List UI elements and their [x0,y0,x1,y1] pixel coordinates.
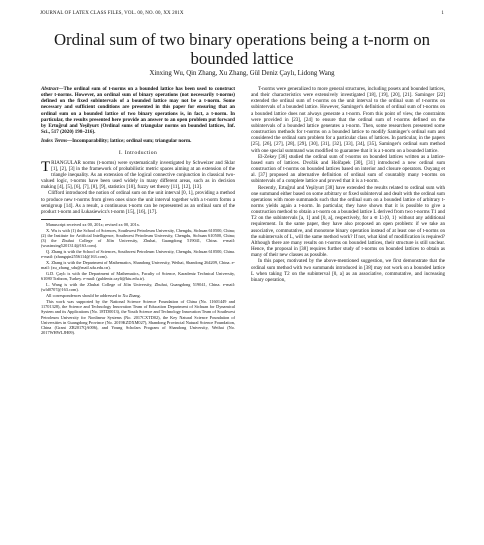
body-paragraph-2: El-Zekey [36] studied the ordinal sum of t-norms on bounded lattices written as a lattice-based sum of lattices. Dvořák and Holčapek [30], [31] introduced a new ordinal sum construction of t-norms on bounded lattices based on interior and closure operators. Ouyang et al. [37] proposed an alternative definition of ordinal sum of countably many t-norms on subintervals of a complete lattice and proved that it is a t-norm. [251,153,445,185]
intro-paragraph-2: Clifford introduced the notion of ordinal sum on the unit interval [0, 1], providing a method to produce new t-norms from given ones since the unit interval together with a t-norm forms a semigroup [14]. As a result, a continuous t-norm can be represented as an ordinal sum of the product t-norm and Łukasiewicz's t-norm [15], [16], [17]. [41,190,235,215]
footnote-manuscript: Manuscript received xx 00, 201x; revised xx 00, 201x. [46,221,140,227]
abstract-lead: Abstract [41,86,59,92]
abstract [41,86,235,135]
footnote-correspondence: All correspondences should be addressed to Xu Zhang. [46,293,141,299]
author-list: Xinxing Wu, Qin Zhang, Xu Zhang, Gül Deniz Çaylı, Lidong Wang [149,70,335,77]
footnote-author-wu: X. Wu is with (1) the School of Sciences, Southwest Petroleum University, Chengdu, Sichuan 610500, China; (2) the Institute for Artificial Intelligence, Southwest Petroleum University, Chengdu, Sichuan 610500, China; (3) the Zhuhai College of Jilin University, Zhuhai, Guangdong 519041, China. e-mail: (wuxinxing5201314@163.com). [41,227,235,249]
index-terms-text: —Incomparability; lattice; ordinal sum; triangular norm. [67,138,192,145]
body-paragraph-3: Recently, Ertuğrul and Yeşilyurt [38] have extended the results related to ordinal sum with one summand either based on some arbitrary or fixed subinterval and dealt with the ordinal sum operations with more summands such that the ordinal sum on a bounded lattice of arbitrary t-norms yields again a t-norm. In particular, they have shown that it is possible to give a construction method to obtain a t-norm on a bounded lattice L derived from two t-norms T1 and T2 on the subintervals [a, 1] and [0, a], respectively, for a ∈ L\{0, 1} without any additional requirement. In the same paper, they have also proposed an open problem: if we take an associative, commutative, and monotone binary operation instead of at least one of t-norms on the subintervals of L, will the same method work? If not, what kind of modification is required? Although there are many results on t-norms on bounded lattices, their structure is still unclear. Hence, the proposal in [38] requires further study of t-norms on bounded lattices to obtain as many of their new classes as possible. [251,184,445,259]
footnote-funding: This work was supported by the National Science Science Foundation of China (No. 11601449 and 11701328), the Science and Technology Innovation Team of Education Department of Sichuan for Dynamical System and its Applications (No. 18TD0013), the Youth Science and Technology Innovation Team of Southwest Petroleum University for Nonlinear Systems (No. 2017CXTD02), the Key Natural Science Foundation of Universities in Guangdong Province (No. 2019KZDXM027), Shandong Provincial Natural Science Foundation, China (Grant ZR2017QA006), and Young Scholars Program of Shandong University, Weihai (No. 2017WHWLJH09). [41,298,235,336]
intro-paragraph-1-text: RIANGULAR norms (t-norms) were systematically investigated by Schweizer and Sklar [1], [2], [3] in the framework of probabilistic metric spaces aiming at an extension of the triangle inequality. As an extension of the logical connective conjunction in classical two-valued logic, t-norms have been used widely in many different areas, such as in decision making [4], [5], [6], [7], [8], [9], statistics [10], fuzzy set theory [11], [12], [13]. [41,159,235,191]
index-terms [41,138,235,144]
section-heading-introduction: I. Introduction [118,150,158,157]
left-column [41,86,235,336]
abstract-text: —The ordinal sum of t-norms on a bounded lattice has been used to construct other t-norms. However, an ordinal sum of binary operations (not necessarily t-norms) defined on the fixed subintervals of a bounded lattice may not be a t-norm. Some necessary and sufficient conditions are presented in this paper for ensuring that an ordinal sum on a bounded lattice of two binary operations is, in fact, a t-norm. In particular, the results presented here provide an answer to an open problem put forward by Ertuğrul and Yeşilyurt (Ordinal sums of triangular norms on bounded lattices, Inf. Sci., 517 (2020) 198–216). [41,86,235,136]
footnote-author-zhang-x: X. Zhang is with the Department of Mathematics, Shandong University, Weihai, Shandong 264209, China. e-mail: (xu_zhang_sdu@mail.sdu.edu.cn). [41,260,235,271]
footnote-author-cayli: G.D. Çaylı is with the Department of Mathematics, Faculty of Science, Karadeniz Technical University, 61080 Trabzon, Turkey. e-mail: (guldeniz.cayli@ktu.edu.tr). [41,271,235,282]
footnote-divider [41,219,101,220]
footnotes [41,222,235,335]
footnote-author-zhang-q: Q. Zhang is with the School of Sciences, Southwest Petroleum University, Chengdu, Sichuan 610500, China. e-mail: (zhangqin2556114@163.com). [41,249,235,260]
index-terms-lead: Index Terms [41,138,68,145]
page-number: 1 [441,11,444,16]
paper-title: Ordinal sum of two binary operations being a t-norm on bounded lattice [53,30,431,68]
right-column [251,86,445,283]
running-head [40,11,444,19]
intro-paragraph-1 [41,160,235,191]
body-paragraph-1: T-norms were generalized to more general structures, including posets and bounded lattices, and their characteristics were extensively investigated [18], [19], [20], [21]. Saminger [22] extended the ordinal sum of t-norms on the unit interval to the ordinal sum of t-norms on subintervals of a bounded lattice. However, Saminger's definition of ordinal sum of t-norms on a bounded lattice does not always generate a t-norm. From this point of view, the constraints were provided in [23], [24] to ensure that the ordinal sum of t-norms defined on the subintervals of a bounded lattice generates a t-norm. Then, some researchers presented some construction methods for t-norms on a bounded lattice to modify Saminger's ordinal sum and considered the ordinal sum problem for a particular class of lattices. In particular, in the papers [25], [26], [27], [28], [29], [30], [31], [32], [33], [34], [35], Saminger's ordinal sum method with one special summand was modified to guarantee that it is a t-norm on a bounded lattice. [251,86,445,154]
footnote-author-wang: L. Wang is with the Zhuhai College of Jilin University, Zhuhai, Guangdong 519041, China. e-mail: (wld0707@163.com). [41,282,235,293]
journal-header: JOURNAL OF LATEX CLASS FILES, VOL. 00, NO. 00, XX 201X [40,11,184,16]
drop-cap: T [41,158,51,175]
body-paragraph-4: In this paper, motivated by the above-mentioned suggestion, we first demonstrate that the ordinal sum method with two summands introduced in [38] may not work on a bounded lattice L when taking T2 on the subinterval [0, a] as an associative, commutative, and increasing binary operation, [251,258,445,283]
